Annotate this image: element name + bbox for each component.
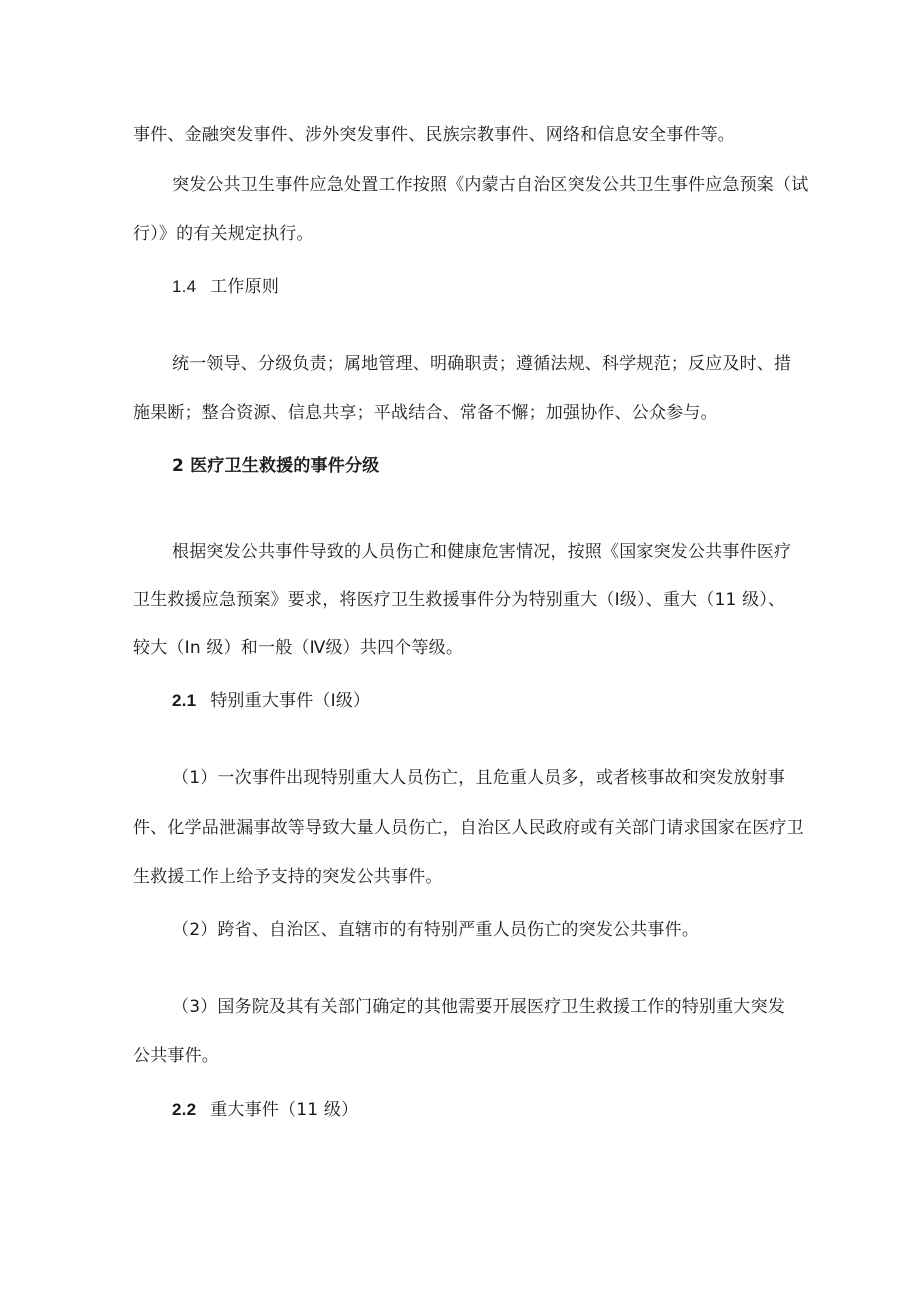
section-heading-1-4	[172, 276, 279, 298]
section-title: 特别重大事件（Ⅰ级）	[210, 691, 371, 711]
paragraph-line: 卫生救援应急预案》要求，将医疗卫生救援事件分为特别重大（Ⅰ级）、重大（11 级）、	[133, 590, 786, 610]
paragraph-line: （1）一次事件出现特别重大人员伤亡，且危重人员多，或者核事故和突发放射事	[172, 768, 786, 788]
paragraph-line: 行）》的有关规定执行。	[133, 224, 314, 244]
section-title: 工作原则	[210, 277, 280, 297]
section-number: 2.2	[172, 1100, 197, 1119]
paragraph-line: 施果断；整合资源、信息共享；平战结合、常备不懈；加强协作、公众参与。	[133, 403, 718, 423]
paragraph-line: 统一领导、分级负责；属地管理、明确职责；遵循法规、科学规范；反应及时、措	[172, 354, 792, 374]
section-heading-2-2	[172, 1099, 358, 1121]
paragraph-line: 件、化学品泄漏事故等导致大量人员伤亡，自治区人民政府或有关部门请求国家在医疗卫	[133, 818, 804, 838]
paragraph-line: （2）跨省、自治区、直辖市的有特别严重人员伤亡的突发公共事件。	[172, 920, 700, 940]
section-title: 重大事件（11 级）	[210, 1100, 359, 1120]
section-number: 2.1	[172, 691, 197, 710]
paragraph-line: 根据突发公共事件导致的人员伤亡和健康危害情况，按照《国家突发公共事件医疗	[172, 542, 792, 562]
section-number: 1.4	[172, 277, 197, 296]
paragraph-line: 较大（In 级）和一般（Ⅳ级）共四个等级。	[133, 638, 464, 658]
section-heading-2-1	[172, 690, 370, 712]
chapter-heading: 2 医疗卫生救援的事件分级	[172, 456, 380, 476]
paragraph-line: 突发公共卫生事件应急处置工作按照《内蒙古自治区突发公共卫生事件应急预案（试	[172, 175, 809, 195]
paragraph-line: （3）国务院及其有关部门确定的其他需要开展医疗卫生救援工作的特别重大突发	[172, 997, 786, 1017]
paragraph-line: 公共事件。	[133, 1046, 219, 1066]
paragraph-line: 事件、金融突发事件、涉外突发事件、民族宗教事件、网络和信息安全事件等。	[133, 125, 735, 145]
paragraph-line: 生救援工作上给予支持的突发公共事件。	[133, 867, 443, 887]
